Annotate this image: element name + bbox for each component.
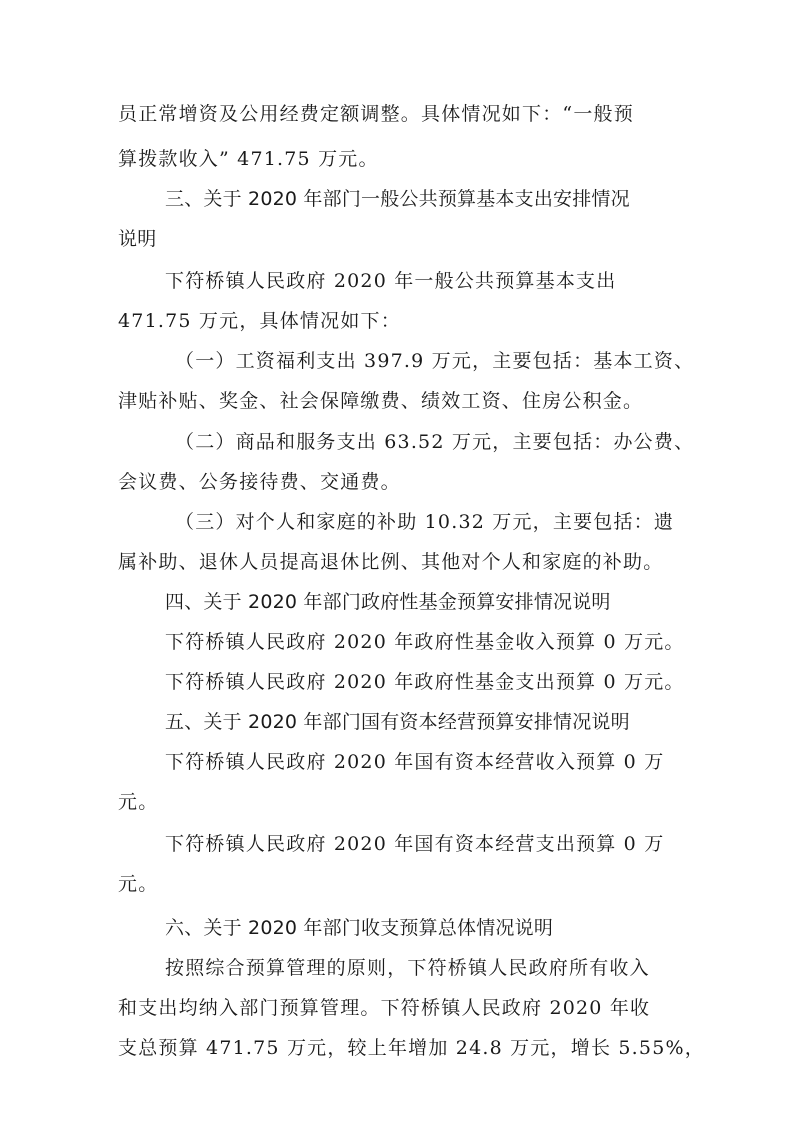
body-line: 算拨款收入” 471.75 万元。 [118, 148, 379, 170]
list-item: 津贴补贴、奖金、社会保障缴费、绩效工资、住房公积金。 [118, 390, 644, 412]
list-item: （三）对个人和家庭的补助 10.32 万元，主要包括：遗 [175, 511, 675, 533]
list-item: 属补助、退休人员提高退休比例、其他对个人和家庭的补助。 [118, 551, 664, 573]
body-line: 和支出均纳入部门预算管理。下符桥镇人民政府 2020 年收 [118, 997, 651, 1019]
list-item: （二）商品和服务支出 63.52 万元，主要包括：办公费、 [175, 431, 695, 453]
section-heading: 五、关于 2020 年部门国有资本经营预算安排情况说明 [165, 711, 630, 733]
body-line: 支总预算 471.75 万元，较上年增加 24.8 万元，增长 5.55%， [118, 1037, 705, 1059]
body-line: 471.75 万元，具体情况如下： [118, 310, 401, 332]
body-line: 下符桥镇人民政府 2020 年政府性基金支出预算 0 万元。 [165, 671, 685, 693]
body-line: 下符桥镇人民政府 2020 年政府性基金收入预算 0 万元。 [165, 631, 685, 653]
body-line: 下符桥镇人民政府 2020 年国有资本经营支出预算 0 万 [165, 833, 665, 855]
list-item: （一）工资福利支出 397.9 万元，主要包括：基本工资、 [175, 350, 695, 372]
section-heading: 四、关于 2020 年部门政府性基金预算安排情况说明 [165, 591, 611, 613]
body-line: 员正常增资及公用经费定额调整。具体情况如下：“一般预 [118, 103, 634, 125]
body-line: 下符桥镇人民政府 2020 年国有资本经营收入预算 0 万 [165, 751, 665, 773]
body-line: 元。 [118, 791, 159, 813]
section-heading: 说明 [118, 228, 157, 250]
list-item: 会议费、公务接待费、交通费。 [118, 471, 401, 493]
body-line: 元。 [118, 873, 159, 895]
body-line: 按照综合预算管理的原则，下符桥镇人民政府所有收入 [165, 957, 650, 979]
body-line: 下符桥镇人民政府 2020 年一般公共预算基本支出 [165, 270, 617, 292]
section-heading: 三、关于 2020 年部门一般公共预算基本支出安排情况 [165, 188, 630, 210]
section-heading: 六、关于 2020 年部门收支预算总体情况说明 [165, 917, 554, 939]
